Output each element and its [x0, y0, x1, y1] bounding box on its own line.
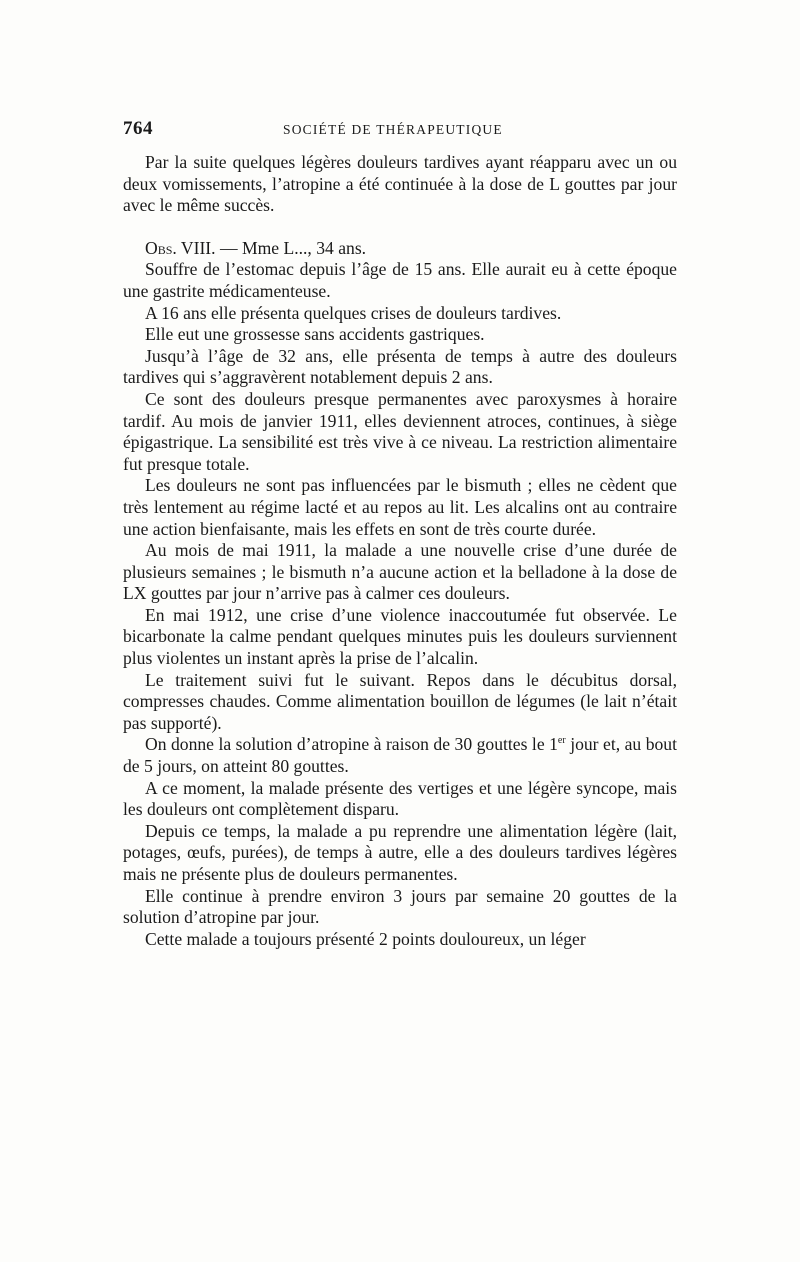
- paragraph: En mai 1912, une crise d’une violence inaccoutumée fut observée. Le bicarbonate la calme pendant quelques minutes puis les douleurs surviennent plus violentes un instant après la prise de l’alcalin.: [123, 604, 677, 669]
- paragraph: Elle continue à prendre environ 3 jours par semaine 20 gouttes de la solution d’atropine par jour.: [123, 885, 677, 928]
- paragraph-intro: Par la suite quelques légères douleurs tardives ayant réapparu avec un ou deux vomissements, l’atropine a été continuée à la dose de L gouttes par jour avec le même succès.: [123, 152, 677, 216]
- ordinal-superscript: er: [557, 735, 566, 747]
- page-body: [123, 152, 677, 950]
- paragraph: Les douleurs ne sont pas influencées par le bismuth ; elles ne cèdent que très lentement au régime lacté et au repos au lit. Les alcalins ont au contraire une action bienfaisante, mais les effets en sont de très courte durée.: [123, 475, 677, 539]
- paragraph: Au mois de mai 1911, la malade a une nouvelle crise d’une durée de plusieurs semaines ; le bismuth n’a aucune action et la belladone à la dose de LX gouttes par jour n’arrive pas à calmer ces douleurs.: [123, 540, 677, 604]
- paragraph-part: jour et, au bout de 5 jours, on atteint 80 gouttes.: [123, 734, 677, 777]
- running-title: SOCIÉTÉ DE THÉRAPEUTIQUE: [283, 122, 503, 137]
- paragraph: Ce sont des douleurs presque permanentes avec paroxysmes à horaire tardif. Au mois de janvier 1911, elles deviennent atroces, continues, à siège épigastrique. La sensibilité est très vive à ce niveau. La restriction alimentaire fut presque totale.: [123, 388, 677, 474]
- paragraph: Souffre de l’estomac depuis l’âge de 15 ans. Elle aurait eu à cette époque une gastrite médicamenteuse.: [123, 259, 677, 301]
- observation-heading: [123, 238, 677, 260]
- observation-title: VIII. — Mme L..., 34 ans.: [176, 237, 367, 258]
- paragraph: Elle eut une grossesse sans accidents gastriques.: [145, 324, 485, 345]
- paragraph: A ce moment, la malade présente des vertiges et une légère syncope, mais les douleurs ont complètement disparu.: [123, 777, 677, 820]
- paragraph: Le traitement suivi fut le suivant. Repos dans le décubitus dorsal, compresses chaudes. Comme alimentation bouillon de légumes (le lait n’était pas supporté).: [123, 669, 677, 733]
- paragraph: Cette malade a toujours présenté 2 points douloureux, un léger: [145, 928, 586, 949]
- page-header: [123, 118, 683, 142]
- paragraph: [123, 734, 677, 777]
- paragraph: Depuis ce temps, la malade a pu reprendre une alimentation légère (lait, potages, œufs, purées), de temps à autre, elle a des douleurs tardives légères mais ne présente plus de douleurs permanentes.: [123, 820, 677, 884]
- paragraph: A 16 ans elle présenta quelques crises de douleurs tardives.: [145, 302, 562, 323]
- paragraph: Jusqu’à l’âge de 32 ans, elle présenta de temps à autre des douleurs tardives qui s’aggravèrent notablement depuis 2 ans.: [123, 345, 677, 388]
- page-number: 764: [123, 118, 153, 139]
- paragraph-part: On donne la solution d’atropine à raison de 30 gouttes le 1: [145, 734, 558, 755]
- observation-label: Obs.: [145, 237, 177, 258]
